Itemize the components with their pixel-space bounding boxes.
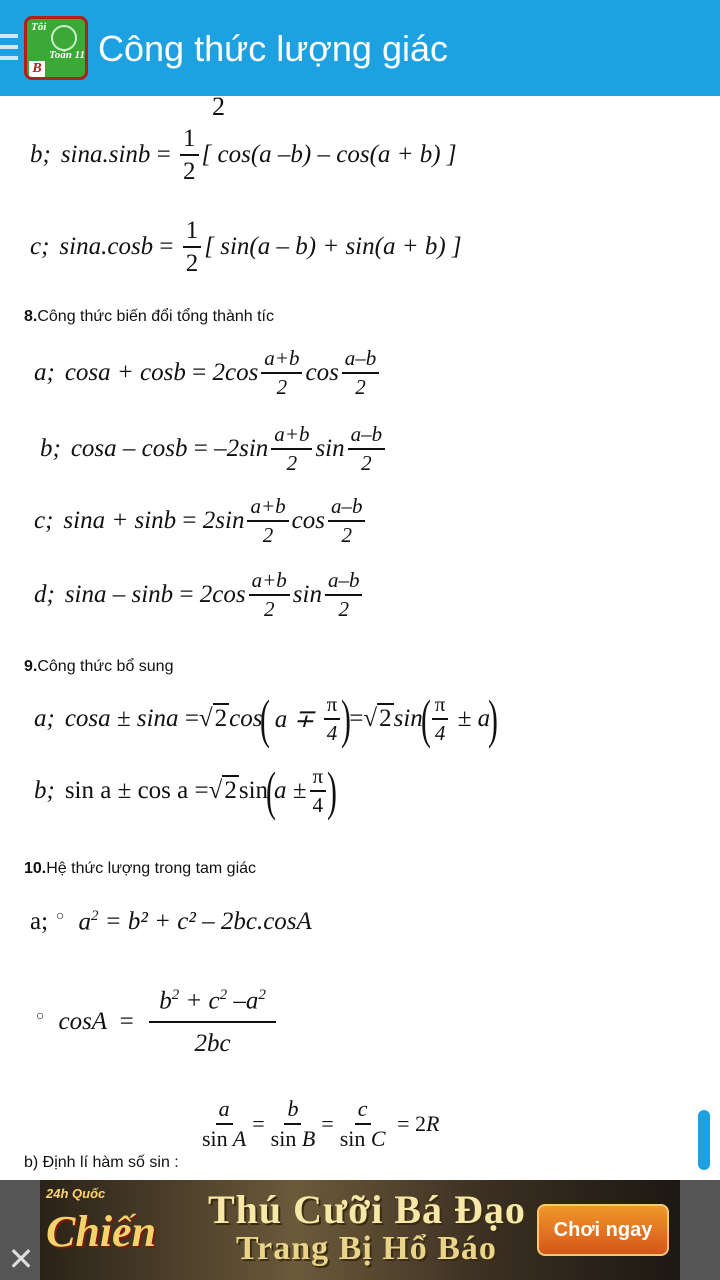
ad-brand-small: 24h Quốc xyxy=(46,1186,106,1201)
section-heading-9 xyxy=(24,658,173,676)
law-of-sines-label: b) Định lí hàm số sin : xyxy=(24,1154,179,1171)
formula-cosA: ○ cosA = $\frac{b^2 + c^2 -a^2}{2bc}$ xyxy=(36,988,279,1056)
formula-label: b; xyxy=(40,435,61,462)
formula-mid: sin xyxy=(292,581,322,608)
formula-content[interactable] xyxy=(0,96,720,1180)
formula-lhs: sina.sinb xyxy=(60,141,151,168)
heading-text: Công thức bổ sung xyxy=(37,658,174,675)
formula-term: sin xyxy=(393,705,423,732)
formula-extra-a: a; cosa ± sina = √2 cos ( a ∓ $\frac{\pi}{4}$ ) = √2 sin ( $\frac{\pi}{4}$ ± a ) xyxy=(34,689,499,749)
bullet-icon: ○ xyxy=(56,909,65,925)
formula-lhs: sina + sinb xyxy=(63,507,177,534)
scrollbar[interactable] xyxy=(698,1110,710,1170)
globe-icon xyxy=(51,25,77,51)
formula-product-b: b; sina.sinb = $\frac{1}{2}$ [ cos(a –b) – cos(a + b) ] xyxy=(30,125,457,185)
heading-number: 10. xyxy=(24,860,47,877)
formula-coef: 2cos xyxy=(212,359,259,386)
close-icon[interactable]: ✕ xyxy=(7,1240,35,1278)
half-fraction: $\frac{1}{2}$ xyxy=(180,126,199,184)
page-title: Công thức lượng giác xyxy=(98,28,448,69)
section-heading-8 xyxy=(24,308,274,326)
formula-label: a; xyxy=(30,908,49,936)
formula-sum-c: c; sina + sinb = 2sin $\frac{a+b}{2}$ cos $\frac{a-b}{2}$ xyxy=(34,496,368,546)
formula-label: a; xyxy=(34,359,55,386)
formula-lhs: cosa ± sina xyxy=(64,705,179,732)
formula-label: a; xyxy=(34,705,55,732)
ad-image[interactable] xyxy=(40,1180,680,1280)
formula-label: b; xyxy=(34,777,55,804)
formula-sum-d: d; sina – sinb = 2cos $\frac{a+b}{2}$ sin $\frac{a-b}{2}$ xyxy=(34,570,365,620)
formula-sum-a: a; cosa + cosb = 2cos $\frac{a+b}{2}$ cos $\frac{a-b}{2}$ xyxy=(34,348,382,398)
formula-sine-law: $\frac{a}{\text{sin A}}$ = $\frac{b}{\text{sin B}}$ = $\frac{c}{\text{sin C}}$ = 2 R xyxy=(202,1096,440,1151)
formula-label: c; xyxy=(34,507,54,534)
formula-rhs: [ cos(a –b) – cos(a + b) ] xyxy=(201,141,457,168)
section-heading-10 xyxy=(24,860,256,878)
menu-icon[interactable] xyxy=(0,34,20,64)
formula-sum-b: b; cosa – cosb = –2sin $\frac{a+b}{2}$ sin $\frac{a-b}{2}$ xyxy=(40,424,388,474)
ad-brand-big: Chiến xyxy=(46,1207,157,1256)
formula-coef: 2sin xyxy=(202,507,245,534)
ad-headline: Thú Cưỡi Bá Đạo xyxy=(208,1187,526,1232)
logo-text-top: Tôi xyxy=(31,21,47,33)
formula-extra-b: b; sin a ± cos a = √2 sin ( a ± $\frac{\pi}{4}$ ) xyxy=(34,761,338,821)
formula-lhs: sina.cosb xyxy=(59,233,154,260)
heading-text: Hệ thức lượng trong tam giác xyxy=(46,860,257,877)
formula-lhs: cosa + cosb xyxy=(64,359,186,386)
formula-mid: cos xyxy=(291,507,325,534)
formula-rhs: = b² + c² – 2bc.cosA xyxy=(104,908,312,936)
logo-badge: B xyxy=(29,61,45,77)
formula-lhs: cosA xyxy=(58,1008,108,1036)
formula-rhs: [ sin(a – b) + sin(a + b) ] xyxy=(204,233,462,260)
formula-coef: 2cos xyxy=(199,581,246,608)
formula-label: b; xyxy=(30,141,51,168)
formula-label: d; xyxy=(34,581,55,608)
app-bar xyxy=(0,0,720,96)
formula-label: c; xyxy=(30,233,50,260)
half-fraction: $\frac{1}{2}$ xyxy=(183,218,202,276)
ad-subheadline: Trang Bị Hổ Báo xyxy=(236,1230,497,1267)
formula-lhs: sina – sinb xyxy=(64,581,174,608)
ad-play-button[interactable]: Chơi ngay xyxy=(537,1204,669,1256)
heading-text: Công thức biến đổi tổng thành tíc xyxy=(37,308,274,325)
formula-cosine-law: a; ○ $a^2$ = b² + c² – 2bc.cosA xyxy=(30,908,312,936)
app-logo[interactable] xyxy=(24,16,88,80)
bullet-icon: ○ xyxy=(36,1009,45,1025)
formula-mid: sin xyxy=(315,435,345,462)
formula-lhs: sin a ± cos a xyxy=(64,777,189,804)
partial-fraction-denominator: 2 xyxy=(212,96,225,121)
heading-number: 8. xyxy=(24,308,38,325)
formula-coef: –2sin xyxy=(214,435,269,462)
formula-product-c: c; sina.cosb = $\frac{1}{2}$ [ sin(a – b) + sin(a + b) ] xyxy=(30,217,462,277)
formula-term: sin xyxy=(238,777,269,804)
formula-term: cos xyxy=(229,705,263,732)
ad-banner[interactable] xyxy=(0,1180,720,1280)
formula-lhs: cosa – cosb xyxy=(70,435,188,462)
formula-mid: cos xyxy=(305,359,339,386)
logo-text-mid: Toán 11 xyxy=(49,49,85,61)
heading-number: 9. xyxy=(24,658,38,675)
